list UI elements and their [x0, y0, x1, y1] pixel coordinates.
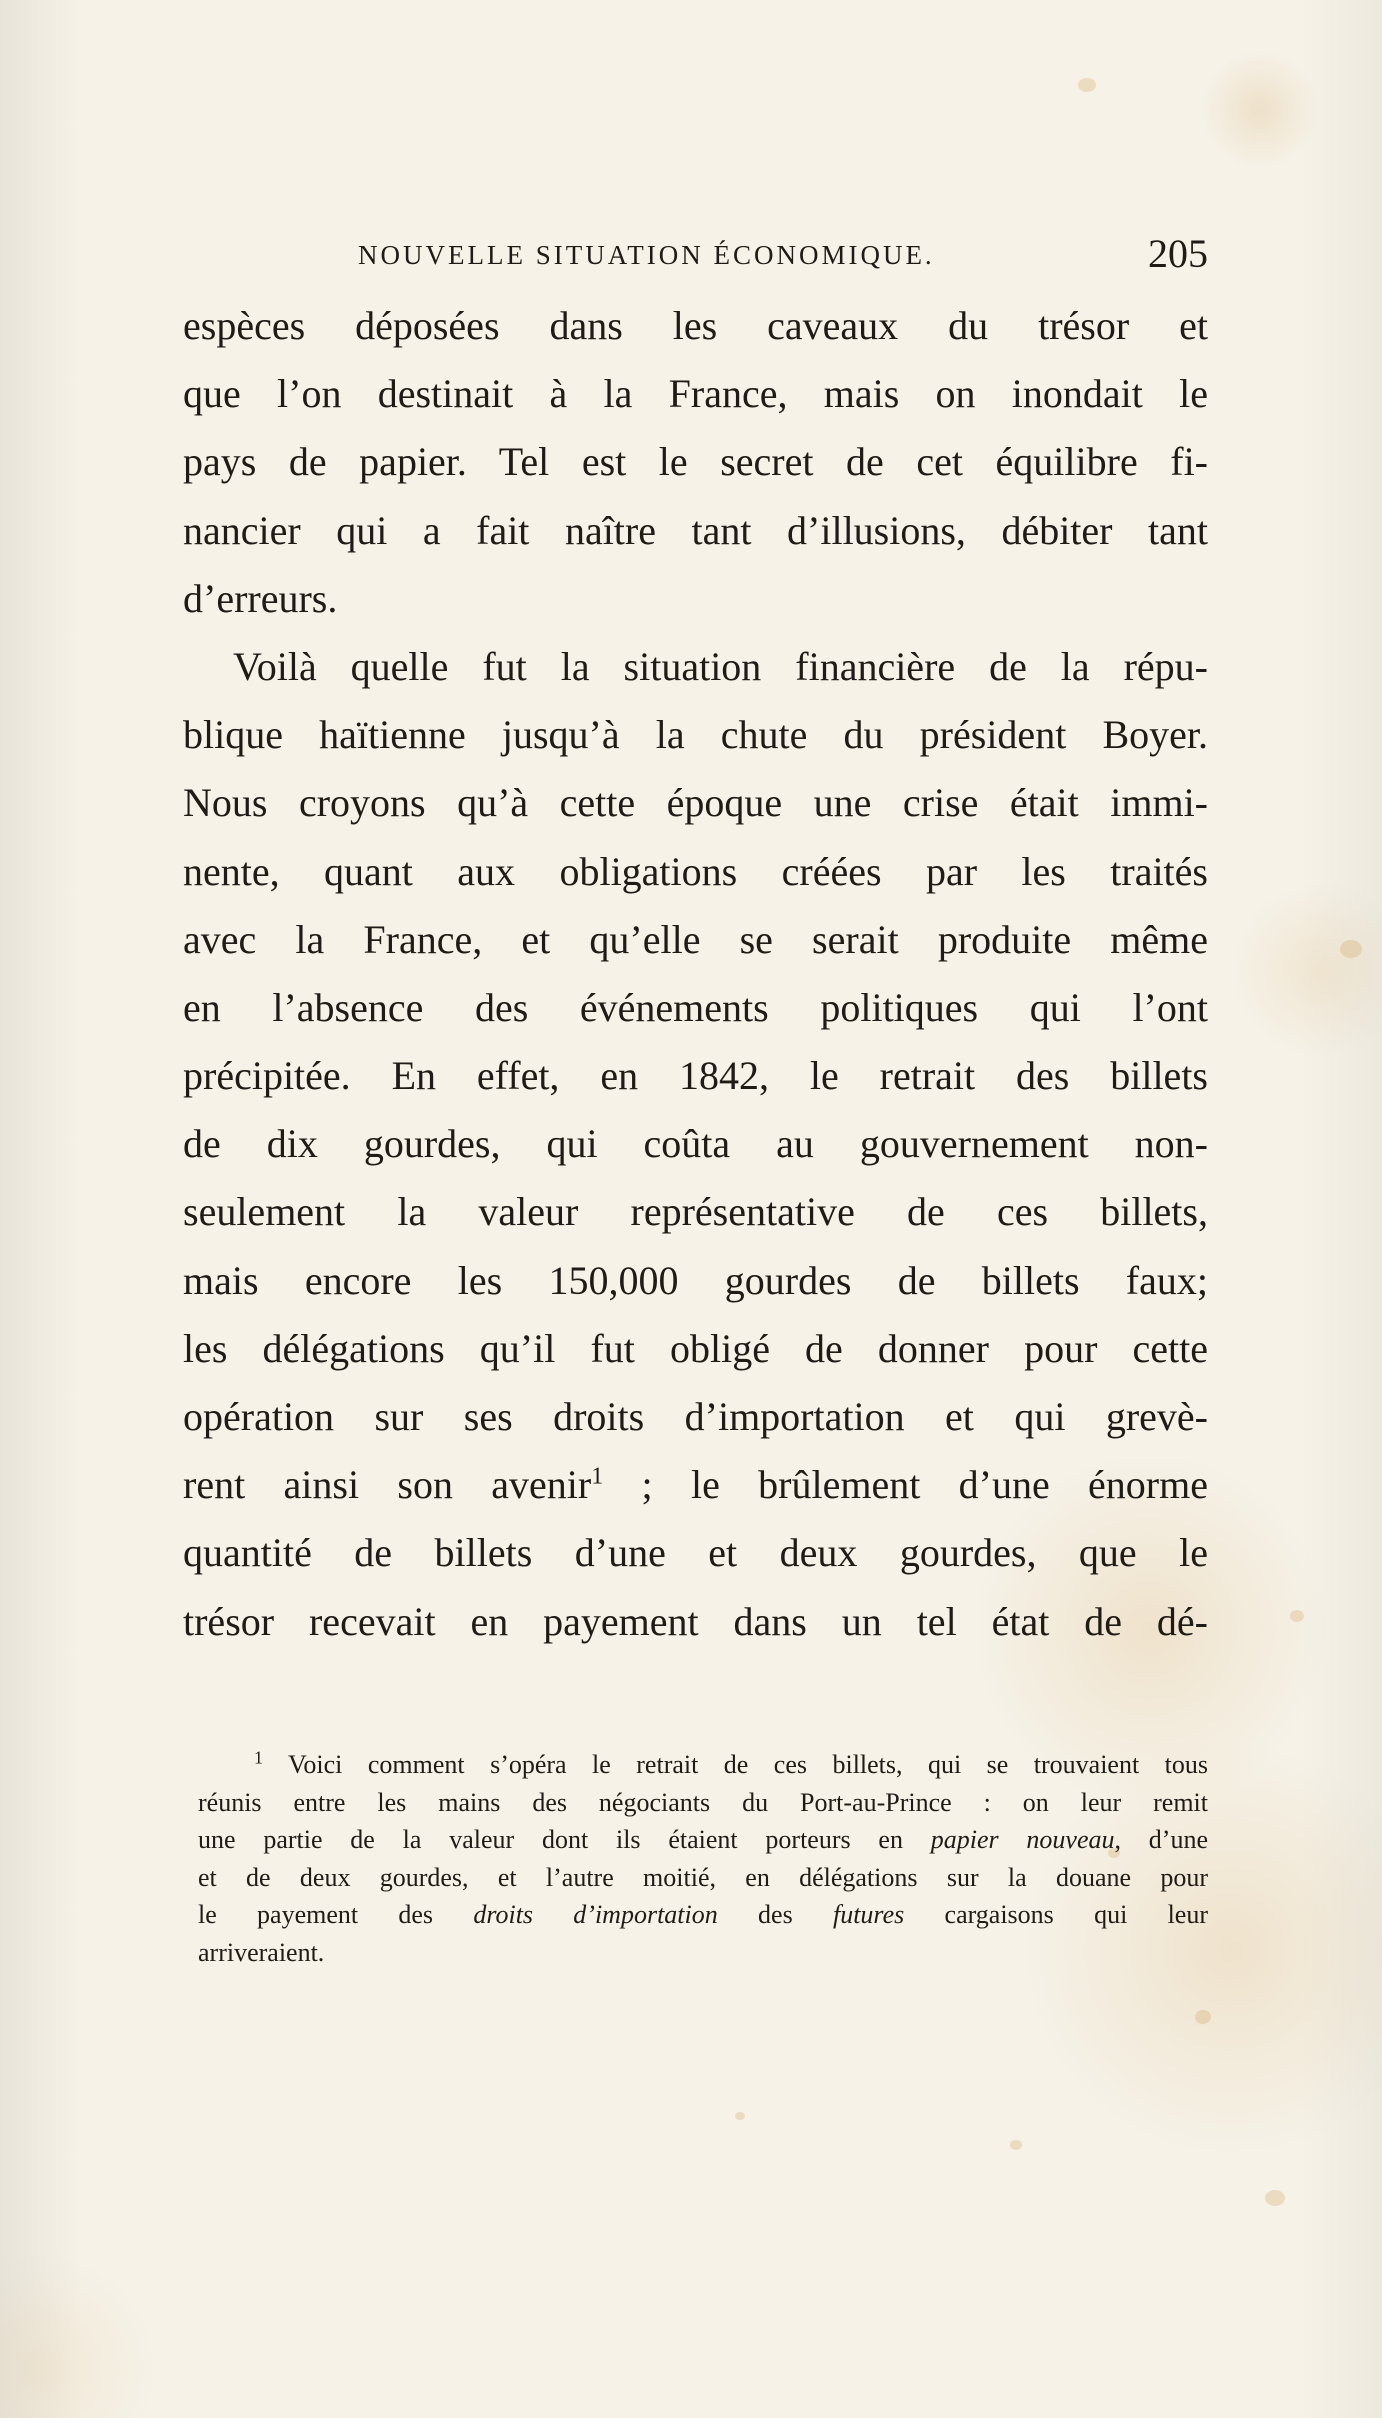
footnote-line	[198, 1896, 1208, 1934]
text-line: opération sur ses droits d’importation et qui grevè-	[183, 1394, 1208, 1439]
text-fragment: rent ainsi son avenir	[183, 1462, 592, 1508]
page-number: 205	[1148, 231, 1208, 276]
footnote-text: Voici comment s’opéra le retrait de ces billets, qui se trouvaient tous	[263, 1750, 1208, 1779]
footnote-text: le payement des	[198, 1900, 474, 1929]
footnote-line	[198, 1746, 1208, 1784]
text-line: d’erreurs.	[183, 575, 338, 621]
text-line: blique haïtienne jusqu’à la chute du président Boyer.	[183, 712, 1208, 758]
footnote-italic-text: droits d’importation	[473, 1900, 718, 1929]
foxing-spot	[735, 2112, 745, 2120]
text-line: Voilà quelle fut la situation financière de la répu-	[233, 643, 1208, 689]
text-line: nancier qui a fait naître tant d’illusions, débiter tant	[183, 507, 1208, 553]
footnote-text: des	[717, 1900, 833, 1929]
text-line: espèces déposées dans les caveaux du trésor et	[183, 303, 1208, 348]
footnote-reference[interactable]: 1	[591, 1463, 604, 1490]
footnote	[198, 1746, 1208, 1971]
text-line: en l’absence des événements politiques qui l’ont	[183, 984, 1208, 1030]
text-line: de dix gourdes, qui coûta au gouvernement non-	[183, 1121, 1208, 1167]
text-line: seulement la valeur représentative de ces billets,	[183, 1189, 1208, 1235]
foxing-spot	[1195, 2010, 1211, 2024]
footnote-text: cargaisons qui leur	[904, 1900, 1208, 1929]
foxing-spot	[1290, 1610, 1304, 1622]
footnote-italic-text: futures	[832, 1900, 905, 1929]
running-title: NOUVELLE SITUATION ÉCONOMIQUE.	[358, 240, 935, 270]
text-line: trésor recevait en payement dans un tel état de dé-	[183, 1598, 1208, 1644]
text-line: les délégations qu’il fut obligé de donner pour cette	[183, 1325, 1208, 1371]
footnote-line: et de deux gourdes, et l’autre moitié, en délégations sur la douane pour	[198, 1862, 1208, 1892]
footnote-text: une partie de la valeur dont ils étaient porteurs en	[198, 1825, 931, 1854]
footnote-line: réunis entre les mains des négociants du Port-au-Prince : on leur remit	[198, 1787, 1208, 1817]
footnote-mark: 1	[254, 1747, 263, 1768]
body-text	[183, 292, 1208, 1656]
page-header	[183, 231, 1208, 278]
foxing-spot	[1010, 2140, 1022, 2150]
text-line: que l’on destinait à la France, mais on inondait le	[183, 371, 1208, 417]
text-line: Nous croyons qu’à cette époque une crise était immi-	[183, 780, 1208, 826]
footnote-line: arriveraient.	[198, 1937, 325, 1967]
text-line: précipitée. En effet, en 1842, le retrait des billets	[183, 1053, 1208, 1099]
foxing-spot	[1340, 940, 1362, 958]
footnote-line	[198, 1821, 1208, 1859]
text-line	[183, 1451, 1208, 1519]
text-line: quantité de billets d’une et deux gourdes, que le	[183, 1530, 1208, 1576]
text-line: avec la France, et qu’elle se serait produite même	[183, 916, 1208, 962]
footnote-italic-text: papier nouveau	[930, 1825, 1115, 1854]
text-line: mais encore les 150,000 gourdes de billets faux;	[183, 1257, 1208, 1303]
foxing-spot	[1265, 2190, 1285, 2206]
text-line: nente, quant aux obligations créées par les traités	[183, 848, 1208, 894]
footnote-text: , d’une	[1114, 1825, 1209, 1854]
text-fragment: ; le brûlement d’une énorme	[603, 1462, 1208, 1508]
foxing-spot	[1078, 78, 1096, 92]
text-line: pays de papier. Tel est le secret de cet équilibre fi-	[183, 439, 1208, 485]
